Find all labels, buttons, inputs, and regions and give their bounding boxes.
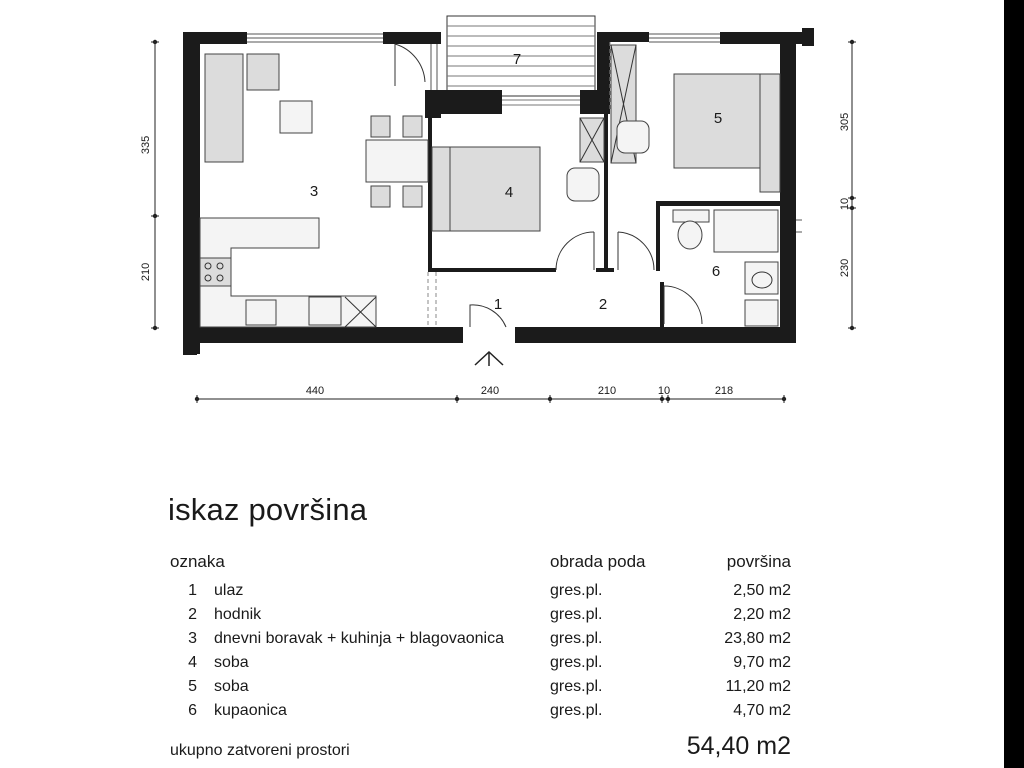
dim-bottom-3: 210 [597, 385, 617, 397]
row-area: 4,70 m2 [733, 702, 791, 719]
row-name: ulaz [214, 582, 244, 599]
total-label: ukupno zatvoreni prostori [170, 742, 350, 759]
room-label-7: 7 [512, 51, 522, 68]
row-floor: gres.pl. [550, 630, 603, 647]
total-value: 54,40 m2 [686, 732, 791, 760]
row-floor: gres.pl. [550, 702, 603, 719]
area-schedule [0, 480, 1004, 768]
row-floor: gres.pl. [550, 654, 603, 671]
room5-furniture [611, 45, 780, 192]
row-area: 2,20 m2 [733, 606, 791, 623]
row-area: 2,50 m2 [733, 582, 791, 599]
header-label: oznaka [170, 552, 225, 571]
room-label-3: 3 [309, 183, 319, 200]
table-row [0, 582, 1004, 606]
room-label-4: 4 [504, 184, 514, 201]
dim-left-top: 335 [140, 135, 152, 155]
row-area: 23,80 m2 [724, 630, 791, 647]
table-row [0, 654, 1004, 678]
dim-bottom-1: 440 [305, 385, 325, 397]
row-area: 9,70 m2 [733, 654, 791, 671]
row-number: 6 [188, 702, 197, 719]
dim-right-mid: 10 [839, 197, 851, 211]
room-label-1: 1 [493, 296, 503, 313]
room-label-6: 6 [711, 263, 721, 280]
row-number: 5 [188, 678, 197, 695]
table-row [0, 606, 1004, 630]
header-floor: obrada poda [550, 552, 646, 571]
room4-furniture [432, 118, 604, 231]
row-name: dnevni boravak + kuhinja + blagovaonica [214, 630, 504, 647]
row-number: 4 [188, 654, 197, 671]
dim-bottom-5: 218 [714, 385, 734, 397]
row-number: 2 [188, 606, 197, 623]
row-name: soba [214, 654, 249, 671]
entrance-arrow [475, 352, 503, 366]
room-label-2: 2 [598, 296, 608, 313]
schedule-title: iskaz površina [168, 492, 368, 527]
dim-right-bottom: 230 [839, 258, 851, 278]
bathroom-fixtures [673, 210, 778, 326]
dim-left-bottom: 210 [140, 262, 152, 282]
dim-right-top: 305 [839, 112, 851, 132]
dim-bottom-4: 10 [657, 385, 671, 397]
dim-bottom-2: 240 [480, 385, 500, 397]
row-number: 1 [188, 582, 197, 599]
row-number: 3 [188, 630, 197, 647]
row-name: soba [214, 678, 249, 695]
row-name: kupaonica [214, 702, 287, 719]
room-label-5: 5 [713, 110, 723, 127]
table-row [0, 630, 1004, 654]
row-floor: gres.pl. [550, 606, 603, 623]
row-name: hodnik [214, 606, 262, 623]
row-area: 11,20 m2 [725, 678, 791, 695]
row-floor: gres.pl. [550, 582, 603, 599]
table-row [0, 702, 1004, 726]
table-row [0, 678, 1004, 702]
row-floor: gres.pl. [550, 678, 603, 695]
header-area: površina [726, 552, 791, 571]
